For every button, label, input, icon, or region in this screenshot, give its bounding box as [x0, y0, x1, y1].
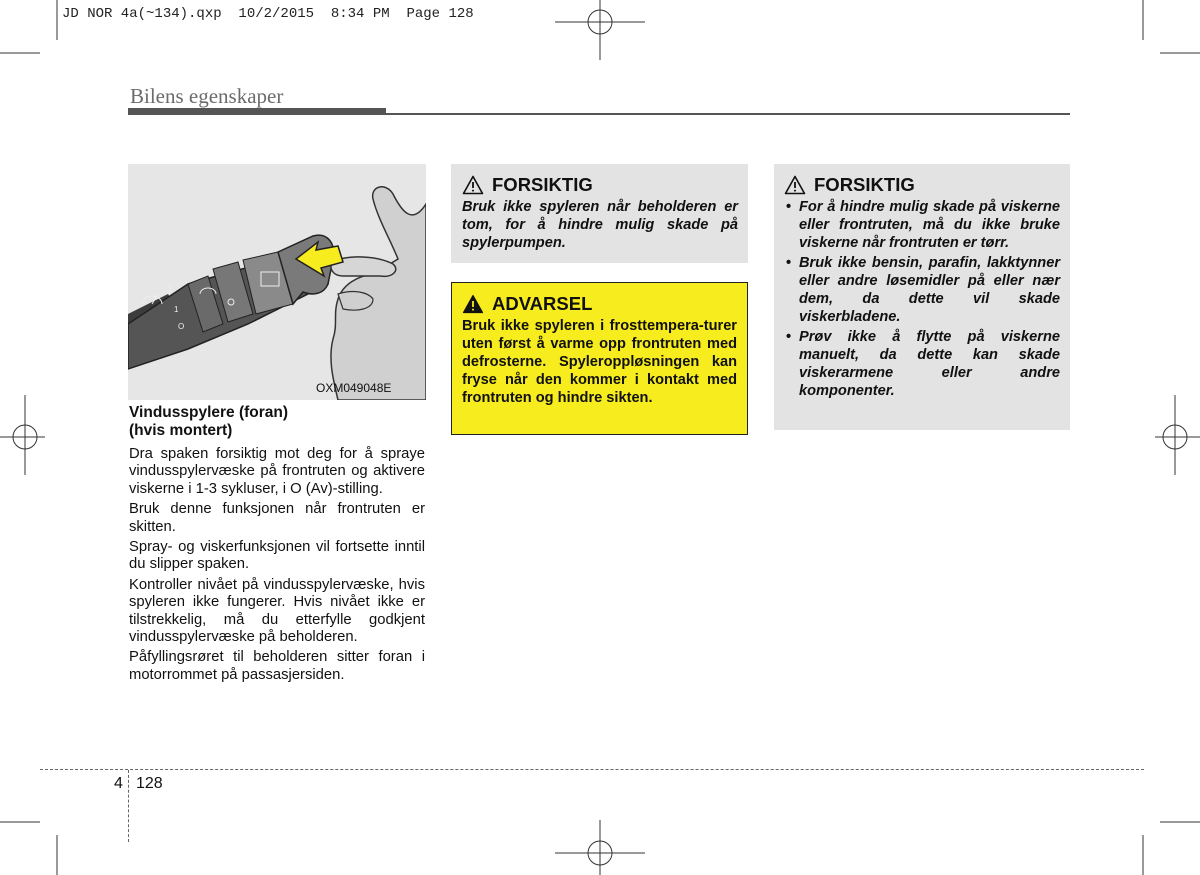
- section-title: Bilens egenskaper: [130, 84, 284, 108]
- warning-triangle-outline-icon: [462, 175, 484, 195]
- chapter-number: 4: [114, 775, 123, 792]
- caution-text: Bruk ikke spyleren når beholderen er tom, for å hindre mulig skade på spylerpumpen.: [462, 199, 738, 251]
- main-text-column: [129, 404, 425, 687]
- caution-header: [784, 174, 1060, 196]
- footer-divider: [128, 770, 129, 842]
- paragraph: Kontroller nivået på vindusspylervæske, hvis spyleren ikke fungerer. Hvis nivået ikke er tilstrekkelig, må du etterfylle godkjent vindusspylervæske på beholderen.: [129, 576, 425, 646]
- page-number: 128: [136, 775, 163, 792]
- title-rule: [386, 113, 1070, 115]
- list-item: • For å hindre mulig skade på viskerne eller frontruten, må du ikke bruke viskerne når frontruten er tørr.: [784, 198, 1060, 252]
- caution-title: FORSIKTIG: [814, 174, 915, 195]
- svg-text:O: O: [178, 322, 185, 331]
- list-item: • Bruk ikke bensin, parafin, lakktynner eller andre løsemidler på eller nær dem, da dette vil skade viskerbladene.: [784, 254, 1060, 326]
- warning-text: Bruk ikke spyleren i frosttempera-turer uten først å varme opp frontruten med defrosterne. Spyleroppløsningen kan fryse når den kommer i kontakt med frontruten og hindre sikten.: [462, 318, 737, 406]
- hand-lever-drawing: [128, 164, 426, 400]
- title-bar: [128, 108, 386, 115]
- warning-header: [462, 293, 737, 315]
- wiper-lever-illustration: [128, 164, 426, 400]
- section-heading: [129, 404, 425, 440]
- caution-title: FORSIKTIG: [492, 174, 593, 195]
- warning-triangle-filled-icon: [462, 294, 484, 314]
- svg-text:2: 2: [168, 285, 173, 294]
- warning-title: ADVARSEL: [492, 293, 593, 314]
- svg-text:1: 1: [174, 305, 179, 314]
- paragraph: Påfyllingsrøret til beholderen sitter foran i motorrommet på passasjersiden.: [129, 649, 425, 683]
- caution-header: [462, 174, 738, 196]
- heading-line-2: (hvis montert): [129, 422, 233, 439]
- warning-triangle-outline-icon: [784, 175, 806, 195]
- warning-box-frost: [451, 282, 748, 435]
- caution-box-wipers: [774, 164, 1070, 430]
- heading-line-1: Vindusspylere (foran): [129, 404, 289, 421]
- paragraph: Bruk denne funksjonen når frontruten er skitten.: [129, 501, 425, 535]
- paragraph: Spray- og viskerfunksjonen vil fortsette inntil du slipper spaken.: [129, 539, 425, 573]
- footer-rule: [40, 769, 1144, 770]
- print-slug: JD NOR 4a(~134).qxp 10/2/2015 8:34 PM Page 128: [62, 6, 474, 22]
- list-item: • Prøv ikke å flytte på viskerne manuelt, da dette kan skade viskerarmene eller andre komponenter.: [784, 328, 1060, 400]
- caution-list: [784, 198, 1060, 400]
- caution-box-pump: [451, 164, 748, 263]
- paragraph: Dra spaken forsiktig mot deg for å spraye vindusspylervæske på frontruten og aktivere viskerne i 1-3 sykluser, i O (Av)-stilling.: [129, 446, 425, 497]
- figure-code: OXM049048E: [316, 381, 392, 395]
